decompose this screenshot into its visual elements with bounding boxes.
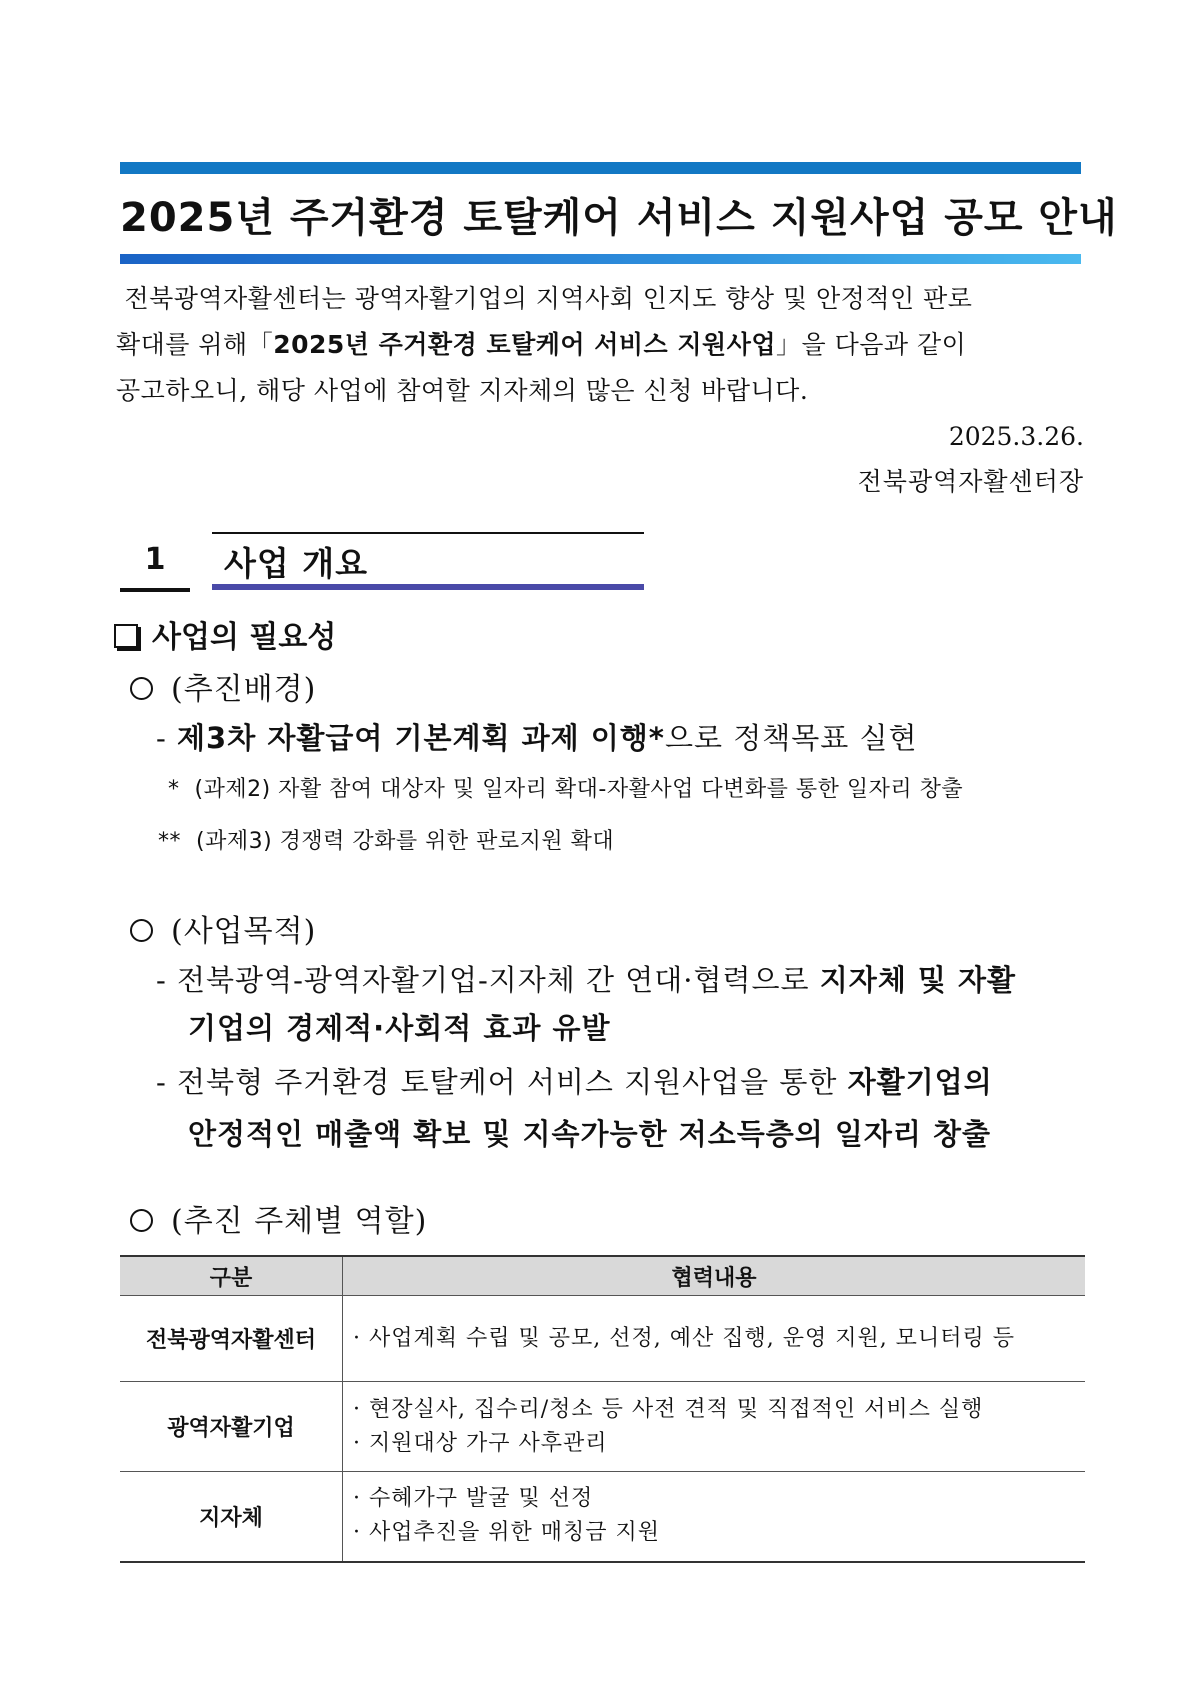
background-note-1: * (과제2) 자활 참여 대상자 및 일자리 확대-자활사업 다변화를 통한 일자리 창출 — [168, 777, 964, 802]
organization-signature: 전북광역자활센터장 — [857, 467, 1084, 496]
intro-line-1: 전북광역자활센터는 광역자활기업의 지역사회 인지도 향상 및 안정적인 판로 — [124, 284, 973, 313]
table-header-content: 협력내용 — [343, 1256, 1086, 1296]
table-header-category: 구분 — [120, 1256, 343, 1296]
circle-bullet-icon — [130, 1209, 153, 1232]
section-bottom-rule — [212, 584, 644, 590]
section-number: 1 — [120, 532, 190, 592]
title-top-bar — [120, 162, 1081, 174]
row-content: · 수혜가구 발굴 및 선정 · 사업추진을 위한 매칭금 지원 — [353, 1486, 660, 1546]
roles-heading: (추진 주체별 역할) — [130, 1196, 427, 1240]
roles-table — [120, 1255, 1085, 1563]
announcement-date: 2025.3.26. — [948, 422, 1084, 451]
row-category: 전북광역자활센터 — [120, 1296, 343, 1382]
purpose-item-2: - 전북형 주거환경 토탈케어 서비스 지원사업을 통한 자활기업의 — [156, 1065, 993, 1099]
section-title: 사업 개요 — [224, 544, 369, 583]
row-content: · 현장실사, 집수리/청소 등 사전 견적 및 직접적인 서비스 실행 · 지원대상 가구 사후관리 — [343, 1382, 1086, 1472]
purpose-item-1-cont: 기업의 경제적·사회적 효과 유발 — [188, 1011, 611, 1045]
checkbox-square-icon — [114, 624, 138, 648]
purpose-heading: (사업목적) — [130, 906, 316, 950]
row-content: · 사업계획 수립 및 공모, 선정, 예산 집행, 운영 지원, 모니터링 등 — [343, 1296, 1086, 1382]
intro-line-2: 확대를 위해「2025년 주거환경 토탈케어 서비스 지원사업」을 다음과 같이 — [116, 330, 967, 359]
circle-bullet-icon — [130, 919, 153, 942]
purpose-item-1: - 전북광역-광역자활기업-지자체 간 연대·협력으로 지자체 및 자활 — [156, 963, 1017, 997]
row-category: 광역자활기업 — [120, 1382, 343, 1472]
intro-line-3: 공고하오니, 해당 사업에 참여할 지자체의 많은 신청 바랍니다. — [116, 376, 809, 405]
section-top-rule — [212, 532, 644, 534]
page-title: 2025년 주거환경 토탈케어 서비스 지원사업 공모 안내 — [120, 195, 1118, 241]
subsection-heading: 사업의 필요성 — [114, 612, 336, 656]
background-note-2: ** (과제3) 경쟁력 강화를 위한 판로지원 확대 — [158, 829, 615, 854]
row-category: 지자체 — [120, 1472, 343, 1562]
table-row — [120, 1296, 1085, 1382]
circle-bullet-icon — [130, 677, 153, 700]
table-row — [120, 1382, 1085, 1472]
title-bottom-bar — [120, 254, 1081, 264]
background-item: - 제3차 자활급여 기본계획 과제 이행*으로 정책목표 실현 — [156, 721, 918, 755]
background-heading: (추진배경) — [130, 664, 316, 708]
table-header-row — [120, 1256, 1085, 1296]
purpose-item-2-cont: 안정적인 매출액 확보 및 지속가능한 저소득층의 일자리 창출 — [188, 1117, 992, 1151]
table-row — [120, 1472, 1085, 1562]
